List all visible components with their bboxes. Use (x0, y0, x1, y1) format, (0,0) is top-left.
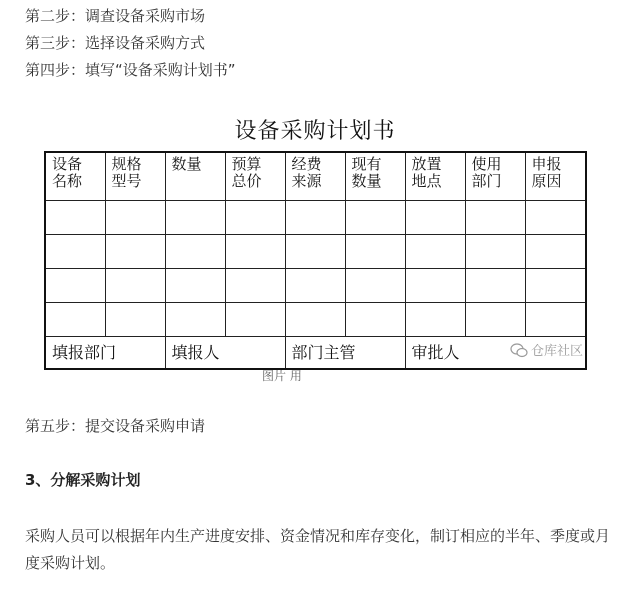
step-four-text: 第四步：填写“设备采购计划书” (25, 61, 236, 79)
header-cell: 经费 来源 (285, 152, 345, 201)
header-cell: 使用 部门 (465, 152, 525, 201)
header-cell: 放置 地点 (405, 152, 465, 201)
section-paragraph: 采购人员可以根据年内生产进度安排、资金情况和库存变化，制订相应的半年、季度或月度采购计划。 (25, 527, 611, 572)
header-cell: 现有 数量 (345, 152, 405, 201)
header-cell: 设备 名称 (45, 152, 105, 201)
dept-head-cell: 部门主管 (285, 337, 405, 370)
purchase-plan-figure (44, 112, 586, 383)
table-row (45, 269, 586, 303)
watermark: 仓库社区 (510, 343, 583, 360)
fill-dept-cell: 填报部门 (45, 337, 165, 370)
approver-cell: 审批人 仓库社区 (405, 337, 586, 370)
header-cell: 数量 (165, 152, 225, 201)
header-cell: 规格 型号 (105, 152, 165, 201)
table-footer-row (45, 337, 586, 370)
step-five-text: 第五步：提交设备采购申请 (25, 417, 206, 435)
table-header-row (45, 152, 586, 201)
step-two-text: 第二步：调查设备采购市场 (25, 7, 206, 25)
wechat-icon (510, 343, 528, 358)
header-cell: 申报 原因 (525, 152, 586, 201)
figure-title: 设备采购计划书 (234, 119, 396, 144)
filler-cell: 填报人 (165, 337, 285, 370)
section-heading: 3、分解采购计划 (25, 471, 141, 489)
purchase-plan-table (44, 151, 587, 370)
table-row (45, 303, 586, 337)
table-row (45, 201, 586, 235)
table-row (45, 235, 586, 269)
cut-caption: 图片 用 (262, 369, 302, 383)
step-three-text: 第三步：选择设备采购方式 (25, 34, 206, 52)
header-cell: 预算 总价 (225, 152, 285, 201)
